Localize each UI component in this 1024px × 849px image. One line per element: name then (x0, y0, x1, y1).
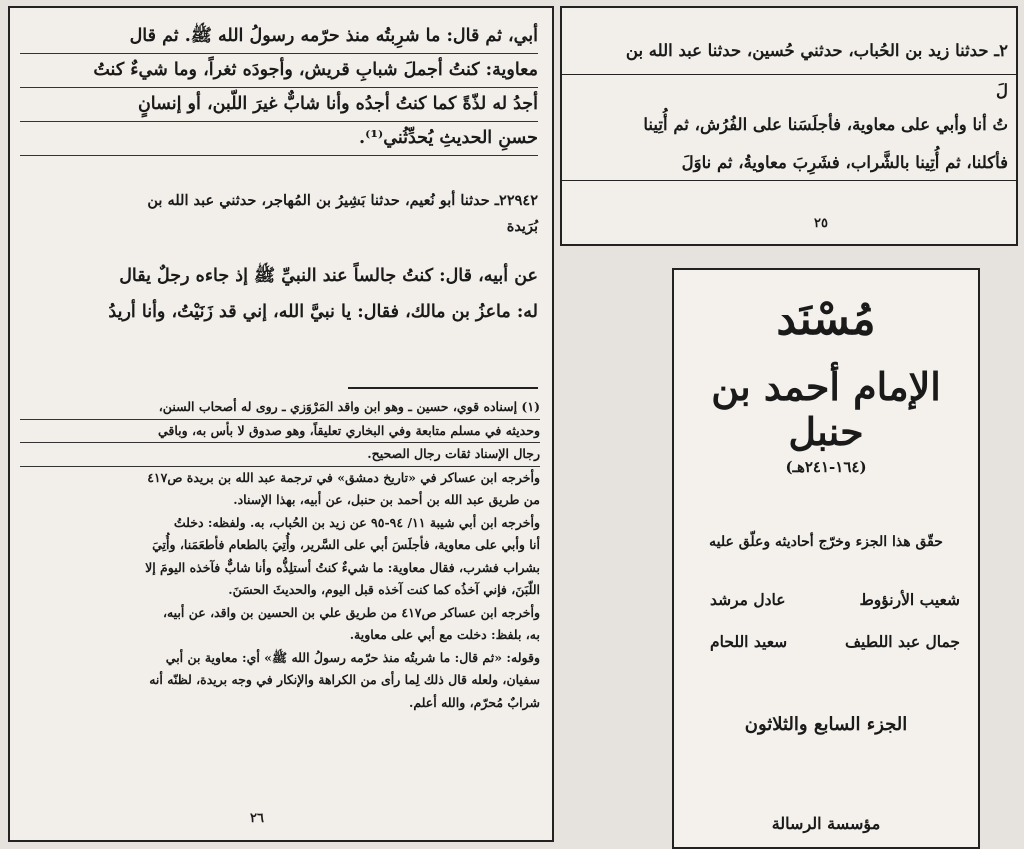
right-top-page (560, 6, 1018, 246)
footnote-line: اللّبَنَ، فإني آخذُه كما كنت آخذه قبل اليوم، والحديثَ الحسَنَ. (228, 582, 540, 597)
right-line: لَ (996, 81, 1008, 100)
right-line: فأكلنا، ثم أُتِينا بالشَّراب، فشَرِبَ معاويةُ، ثم ناوَلَ (681, 153, 1008, 172)
main-line: أجدُ له لذّةً كما كنتُ أجدُه وأنا شابٌّ غيرَ اللّبن، أو إنسانٍ (20, 88, 538, 122)
footnote-line: شرابٌ مُحرّم، والله أعلم. (409, 694, 540, 710)
main-line: عن أبيه، قال: كنتُ جالساً عند النبيِّ ﷺ إذ جاءه رجلٌ يقال (119, 266, 538, 286)
footnote-line: (١) إسناده قوي، حسين ـ وهو ابن واقد المَرْوَزي ـ روى له أصحاب السنن، (20, 396, 540, 420)
hadith-header (20, 188, 538, 240)
title-main: الإمام أحمد بن حنبل (711, 364, 941, 454)
main-line: أبي، ثم قال: ما شرِبتُه منذ حرّمه رسولُ الله ﷺ. ثم قال (20, 20, 538, 54)
footnote-line: به، بلفظ: دخلت مع أبي على معاوية. (349, 627, 540, 642)
volume-label: الجزء السابع والثلاثون (744, 714, 908, 735)
footnote-line: أنا وأبي على معاوية، فأجلَسَ أبي على السَّرير، وأُتِيَ بالطعام فأطعَمَنا، وأُتِيَ (152, 537, 540, 552)
title-page (672, 268, 980, 849)
main-line: له: ماعزُ بن مالك، فقال: يا نبيَّ الله، إني قد زَنَيْتُ، وأنا أريدُ (108, 302, 538, 322)
footnote-line: وقوله: «ثم قال: ما شربتُه منذ حرّمه رسولُ الله ﷺ» أي: معاوية بن أبي (165, 649, 540, 665)
editor-right-1: شعيب الأرنؤوط (859, 590, 960, 609)
right-line: تُ أنا وأبي على معاوية، فأجلَسَنا على الفُرُش، ثم أُتِينا (643, 115, 1008, 134)
title-subtitle: حقّق هذا الجزء وخرّج أحاديثه وعلّق عليه (709, 534, 943, 550)
footnote-line: سفيان، ولعله قال ذلك لِما رأى من الكراهة والإنكار في وجه بريدة، لظنّه أنه (149, 672, 540, 687)
footnotes (20, 396, 540, 714)
main-line: معاوية: كنتُ أجملَ شبابِ قريش، وأجودَه ثغراً، وما شيءٌ كنتُ (20, 54, 538, 88)
footnote-line: وحديثه في مسلم متابعة وفي البخاري تعليقاً، وهو صدوق لا بأس به، وباقي (20, 420, 540, 444)
footnote-line: رجال الإسناد ثقات رجال الصحيح. (20, 443, 540, 467)
right-line: ٢ـ حدثنا زيد بن الحُباب، حدثني حُسين، حدثنا عبد الله بن (625, 41, 1008, 60)
footnote-separator (348, 387, 538, 389)
editor-right-2: جمال عبد اللطيف (845, 632, 960, 651)
main-line: حسنِ الحديثِ يُحدِّثُني⁽¹⁾. (20, 122, 538, 156)
publisher: مؤسسة الرسالة (771, 814, 881, 833)
title-dates: (١٦٤-٢٤١هـ) (785, 458, 867, 476)
left-page (8, 6, 554, 842)
main-text-block (20, 20, 538, 156)
hadith-number-line-cont: بُرَيدة (506, 218, 538, 235)
footnote-line: بشراب فشرب، فقال معاوية: ما شيءٌ كنتُ أستلِذُّه وأنا شابٌّ فآخذه اليومَ إلا (145, 559, 540, 575)
page-number: ٢٥ (814, 216, 828, 231)
editor-left-1: عادل مرشد (710, 590, 786, 609)
rule (562, 180, 1016, 181)
editor-left-2: سعيد اللحام (710, 632, 788, 651)
footnote-line: وأخرجه ابن أبي شيبة ١١/ ٩٤-٩٥ عن زيد بن الحُباب، به. ولفظه: دخلتُ (173, 514, 540, 530)
title-top: مُسْنَد (776, 294, 876, 345)
page-number: ٢٦ (250, 811, 264, 826)
hadith-number-line: ٢٢٩٤٢ـ حدثنا أبو نُعيم، حدثنا بَشِيرُ بن المُهاجر، حدثني عبد الله بن (147, 192, 538, 209)
footnote-line: من طريق عبد الله بن أحمد بن حنبل، عن أبيه، بهذا الإسناد. (233, 492, 540, 507)
footnote-line: وأخرجه ابن عساكر في «تاريخ دمشق» في ترجمة عبد الله بن بريدة ص٤١٧ (147, 469, 540, 485)
footnote-line: وأخرجه ابن عساكر ص٤١٧ من طريق علي بن الحسين بن واقد، عن أبيه، (162, 604, 540, 620)
main-text-block-2 (20, 258, 538, 330)
